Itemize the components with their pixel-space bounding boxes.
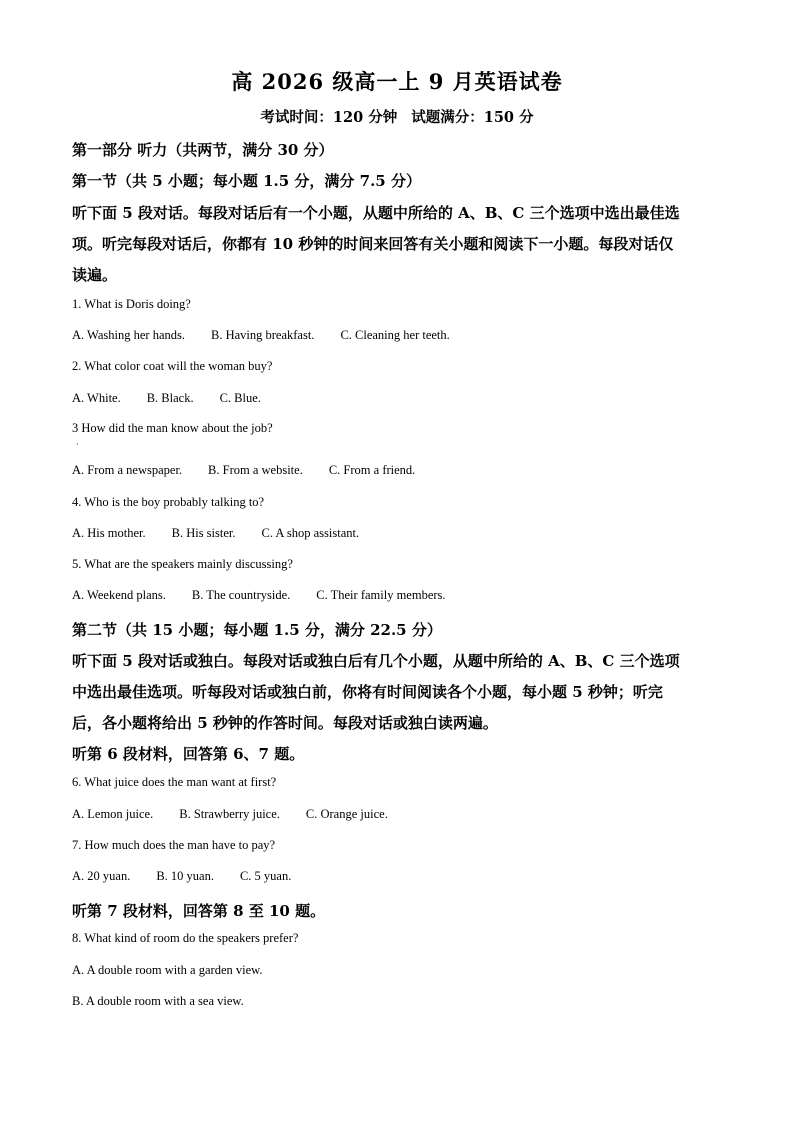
question-7: 7. How much does the man have to pay?: [72, 838, 276, 852]
exam-time: 考试时间：120 分钟: [260, 109, 398, 126]
question-1-options: [72, 328, 450, 343]
question-3-options: [72, 463, 415, 478]
question-2-options: [72, 391, 261, 406]
question-8-option-a: A. A double room with a garden view.: [72, 963, 263, 977]
exam-info: [0, 106, 794, 127]
part1-heading: 第一部分 听力（共两节，满分 30 分）: [72, 141, 334, 159]
option-c: C. From a friend.: [328, 463, 416, 477]
stray-dot: ·: [76, 440, 79, 449]
exam-title: 高 2026 级高一上 9 月英语试卷: [231, 69, 563, 94]
question-4: 4. Who is the boy probably talking to?: [72, 495, 265, 509]
question-4-options: [72, 526, 359, 541]
option-b: B. The countryside.: [191, 588, 291, 602]
option-b: B. Strawberry juice.: [179, 807, 280, 821]
option-a: A. Weekend plans.: [72, 588, 166, 602]
question-5-options: [72, 588, 446, 603]
question-2: 2. What color coat will the woman buy?: [72, 359, 273, 373]
exam-full-score: 试题满分：150 分: [411, 109, 534, 126]
section1-instruction-line: 读遍。: [72, 266, 118, 284]
section2-instruction-line: 中选出最佳选项。听每段对话或独白前，你将有时间阅读各个小题，每小题 5 秒钟；听完: [72, 683, 663, 701]
option-a: A. 20 yuan.: [72, 869, 131, 883]
option-c: C. Orange juice.: [305, 807, 388, 821]
question-7-options: [72, 869, 291, 884]
option-c: C. Blue.: [219, 391, 261, 405]
section2-instruction-line: 听下面 5 段对话或独白。每段对话或独白后有几个小题，从题中所给的 A、B、C 三个选项: [72, 652, 680, 670]
option-a: A. White.: [72, 391, 121, 405]
option-b: B. His sister.: [171, 526, 236, 540]
question-6: 6. What juice does the man want at first?: [72, 775, 277, 789]
section1-heading: 第一节（共 5 小题；每小题 1.5 分，满分 7.5 分）: [72, 172, 421, 190]
option-c: C. Their family members.: [316, 588, 446, 602]
question-1: 1. What is Doris doing?: [72, 297, 191, 311]
question-8-option-b: B. A double room with a sea view.: [72, 994, 244, 1008]
question-5: 5. What are the speakers mainly discussing?: [72, 557, 293, 571]
option-a: A. From a newspaper.: [72, 463, 183, 477]
option-b: B. Black.: [146, 391, 194, 405]
question-3: 3 How did the man know about the job?: [72, 421, 273, 435]
section2-heading: 第二节（共 15 小题；每小题 1.5 分，满分 22.5 分）: [72, 621, 442, 639]
option-b: B. From a website.: [208, 463, 303, 477]
option-b: B. 10 yuan.: [156, 869, 214, 883]
section1-instruction-line: 听下面 5 段对话。每段对话后有一个小题，从题中所给的 A、B、C 三个选项中选出最佳选: [72, 204, 680, 222]
option-c: C. A shop assistant.: [261, 526, 360, 540]
material-7-heading: 听第 7 段材料，回答第 8 至 10 题。: [72, 902, 326, 920]
option-b: B. Having breakfast.: [210, 328, 315, 342]
section1-instruction-line: 项。听完每段对话后，你都有 10 秒钟的时间来回答有关小题和阅读下一小题。每段对话仅: [72, 235, 674, 253]
option-c: C. Cleaning her teeth.: [340, 328, 450, 342]
option-a: A. His mother.: [72, 526, 146, 540]
option-a: A. Lemon juice.: [72, 807, 154, 821]
section2-instruction-line: 后，各小题将给出 5 秒钟的作答时间。每段对话或独白读两遍。: [72, 714, 498, 732]
option-c: C. 5 yuan.: [239, 869, 292, 883]
material-6-heading: 听第 6 段材料，回答第 6、7 题。: [72, 745, 305, 763]
question-6-options: [72, 807, 388, 822]
option-a: A. Washing her hands.: [72, 328, 185, 342]
question-8: 8. What kind of room do the speakers prefer?: [72, 931, 299, 945]
